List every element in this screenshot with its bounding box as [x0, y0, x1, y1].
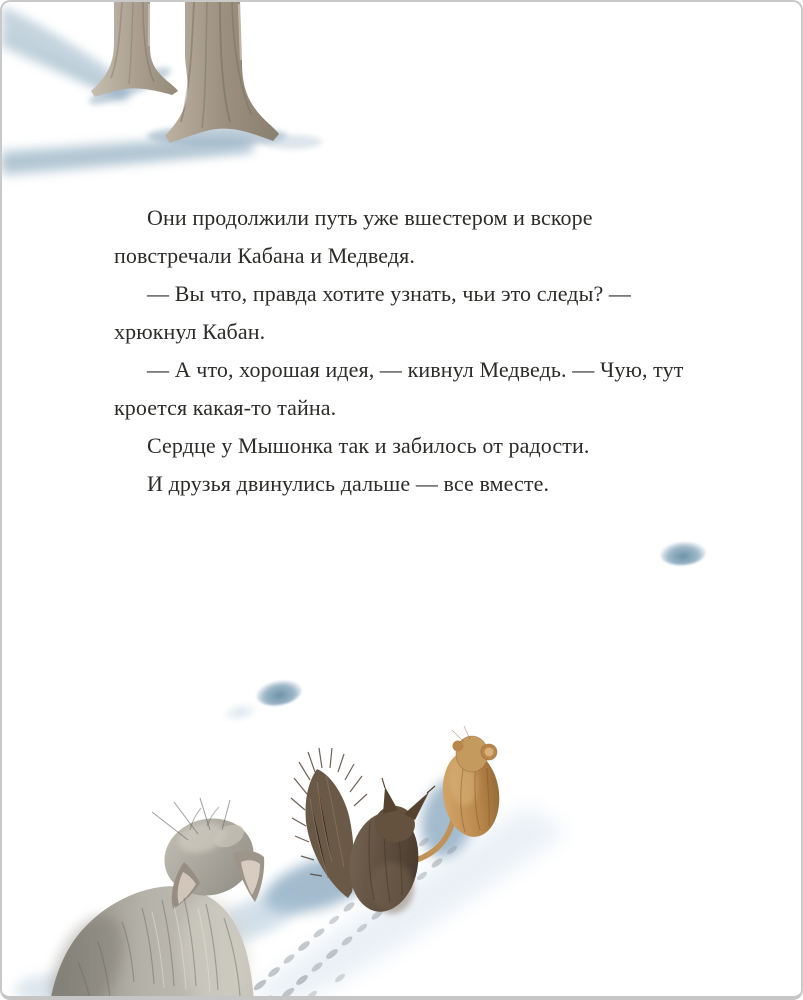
story-paragraph: И друзья двинулись дальше — все вместе.: [147, 471, 550, 496]
story-paragraph: — Вы что, правда хотите узнать, чьи это следы? — хрюкнул Кабан.: [114, 281, 632, 344]
story-paragraph: Сердце у Мышонка так и забилось от радости.: [147, 433, 590, 458]
tree-trunk: [91, 2, 178, 97]
tree-trunk: [165, 2, 279, 143]
animals-illustration: [2, 702, 803, 1000]
footprint-hole: [659, 540, 706, 566]
trees-illustration: [2, 2, 332, 212]
story-paragraph: Они продолжили путь уже вшестером и вскоре повстречали Кабана и Медведя.: [114, 205, 593, 268]
wolf-illustration: [37, 798, 265, 1000]
story-paragraph: — А что, хорошая идея, — кивнул Медведь. — Чую, тут кроется какая-то тайна.: [114, 357, 684, 420]
story-text: [114, 199, 694, 503]
